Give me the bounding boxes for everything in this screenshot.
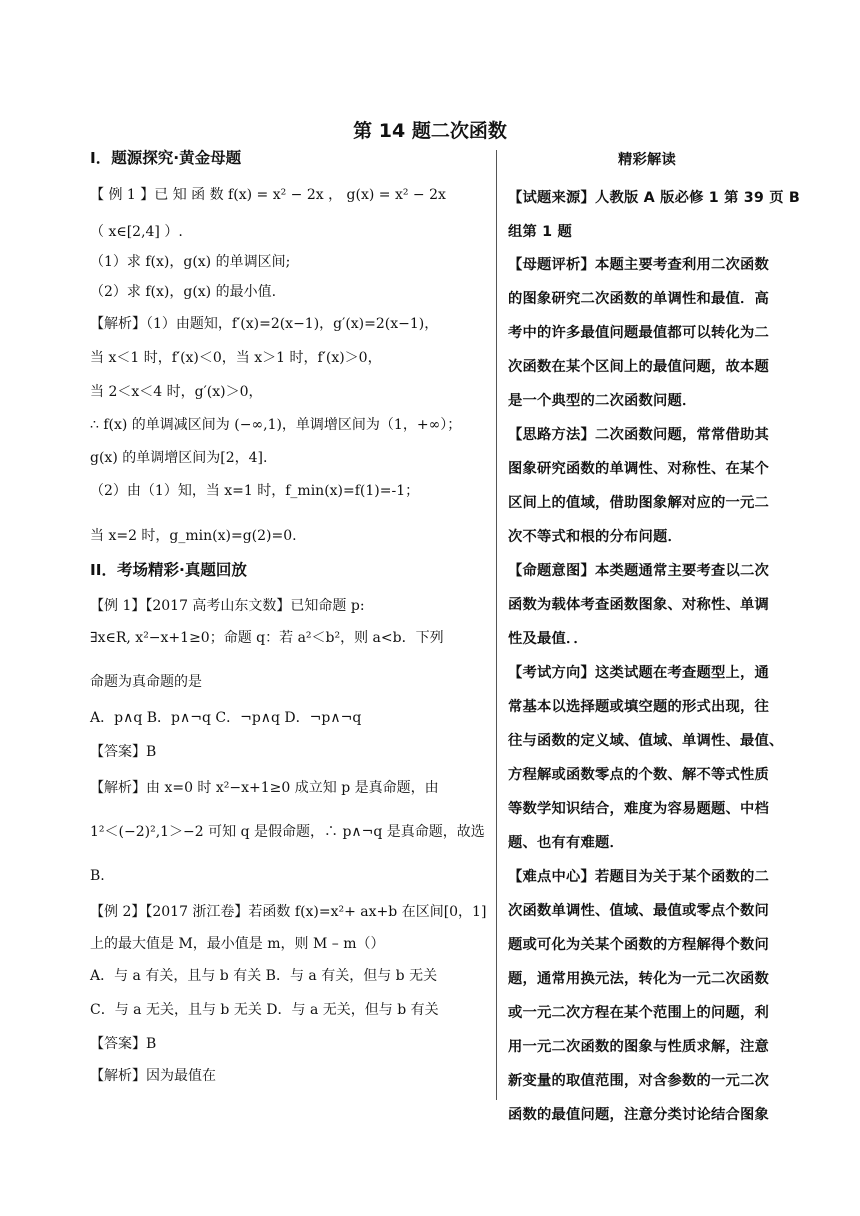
text-line: 当 x=2 时，g_min(x)=g(2)=0. (90, 528, 297, 544)
text-line: A．与 a 有关，且与 b 有关 B．与 a 有关，但与 b 无关 (90, 968, 438, 984)
text-line: （ x∈[2,4] ）. (90, 224, 183, 240)
text-line: 【思路方法】二次函数问题，常常借助其 (508, 427, 769, 443)
text-line: 或一元二次方程在某个范围上的问题，利 (508, 1005, 769, 1021)
page-title: 第 14 题二次函数 (353, 120, 507, 142)
text-line: （2）由（1）知，当 x=1 时，f_min(x)=f(1)=-1； (90, 483, 420, 499)
text-line: 【命题意图】本类题通常主要考查以二次 (508, 563, 769, 579)
text-line: 【解析】（1）由题知，f′(x)=2(x−1)，g′(x)=2(x−1)， (90, 316, 439, 332)
text-line: 次函数单调性、值域、最值或零点个数问 (508, 903, 769, 919)
text-line: 【难点中心】若题目为关于某个函数的二 (508, 869, 769, 885)
text-line: 【考试方向】这类试题在考查题型上，通 (508, 665, 769, 681)
text-line: B. (90, 868, 105, 884)
text-line: 【解析】由 x=0 时 x²−x+1≥0 成立知 p 是真命题，由 (90, 780, 439, 796)
text-line: 【答案】B (90, 744, 157, 760)
text-line: 【试题来源】人教版 A 版必修 1 第 39 页 B (508, 190, 801, 206)
text-line: 【答案】B (90, 1036, 157, 1052)
section-heading: I．题源探究·黄金母题 (90, 149, 242, 167)
text-line: 次不等式和根的分布问题． (508, 529, 682, 545)
text-line: A．p∧q B．p∧¬q C．¬p∧q D．¬p∧¬q (90, 710, 362, 726)
text-line: 常基本以选择题或填空题的形式出现，往 (508, 699, 769, 715)
text-line: 函数的最值问题，注意分类讨论结合图象 (508, 1107, 769, 1123)
text-line: 考中的许多最值问题最值都可以转化为二 (508, 325, 769, 341)
text-line: 题，通常用换元法，转化为一元二次函数 (508, 971, 769, 987)
text-line: g(x) 的单调增区间为[2，4]. (90, 450, 268, 466)
text-line: 性及最值．． (508, 631, 588, 647)
text-line: 函数为载体考查函数图象、对称性、单调 (508, 597, 769, 613)
text-line: 【母题评析】本题主要考查利用二次函数 (508, 257, 769, 273)
text-line: 方程解或函数零点的个数、解不等式性质 (508, 767, 769, 783)
text-line: ∃x∈R, x²−x+1≥0；命题 q：若 a²＜b²，则 a<b．下列 (90, 630, 444, 646)
text-line: （1）求 f(x)，g(x) 的单调区间; (90, 254, 291, 270)
text-line: 等数学知识结合，难度为容易题题、中档 (508, 801, 769, 817)
text-line: 题、也有有难题． (508, 835, 624, 851)
text-line: （2）求 f(x)，g(x) 的最小值. (90, 284, 277, 300)
text-line: 上的最大值是 M，最小值是 m，则 M – m（） (90, 936, 385, 952)
column-divider (496, 150, 497, 1100)
text-line: 图象研究函数的单调性、对称性、在某个 (508, 461, 769, 477)
text-line: ∴ f(x) 的单调减区间为 (−∞,1)，单调增区间为（1，+∞）； (90, 417, 462, 433)
text-line: 区间上的值域，借助图象解对应的一元二 (508, 495, 769, 511)
text-line: 【 例 1 】已 知 函 数 f(x) = x² − 2x ， g(x) = x² − 2x (90, 187, 446, 203)
text-line: 新变量的取值范围，对含参数的一元二次 (508, 1073, 769, 1089)
text-line: 次函数在某个区间上的最值问题，故本题 (508, 359, 769, 375)
text-line: 【例 1】【2017 高考山东文数】已知命题 p: (90, 598, 365, 614)
text-line: 往与函数的定义域、值域、单调性、最值、 (508, 733, 784, 749)
text-line: 的图象研究二次函数的单调性和最值．高 (508, 291, 769, 307)
text-line: 是一个典型的二次函数问题． (508, 393, 697, 409)
section-title: 精彩解读 (618, 152, 676, 168)
text-line: 【例 2】【2017 浙江卷】若函数 f(x)=x²+ ax+b 在区间[0，1] (90, 904, 487, 920)
text-line: 命题为真命题的是 (90, 674, 202, 690)
text-line: 1²＜(−2)²,1＞−2 可知 q 是假命题，∴ p∧¬q 是真命题，故选 (90, 824, 485, 840)
text-line: 用一元二次函数的图象与性质求解，注意 (508, 1039, 769, 1055)
text-line: 当 2＜x＜4 时，g′(x)＞0， (90, 384, 263, 400)
text-line: 组第 1 题 (508, 224, 572, 240)
text-line: C．与 a 无关，且与 b 无关 D．与 a 无关，但与 b 有关 (90, 1002, 439, 1018)
text-line: 【解析】因为最值在 (90, 1068, 216, 1084)
section-heading: II．考场精彩·真题回放 (90, 561, 247, 579)
text-line: 题或可化为关某个函数的方程解得个数问 (508, 937, 769, 953)
text-line: 当 x＜1 时，f′(x)＜0，当 x＞1 时，f′(x)＞0， (90, 350, 382, 366)
